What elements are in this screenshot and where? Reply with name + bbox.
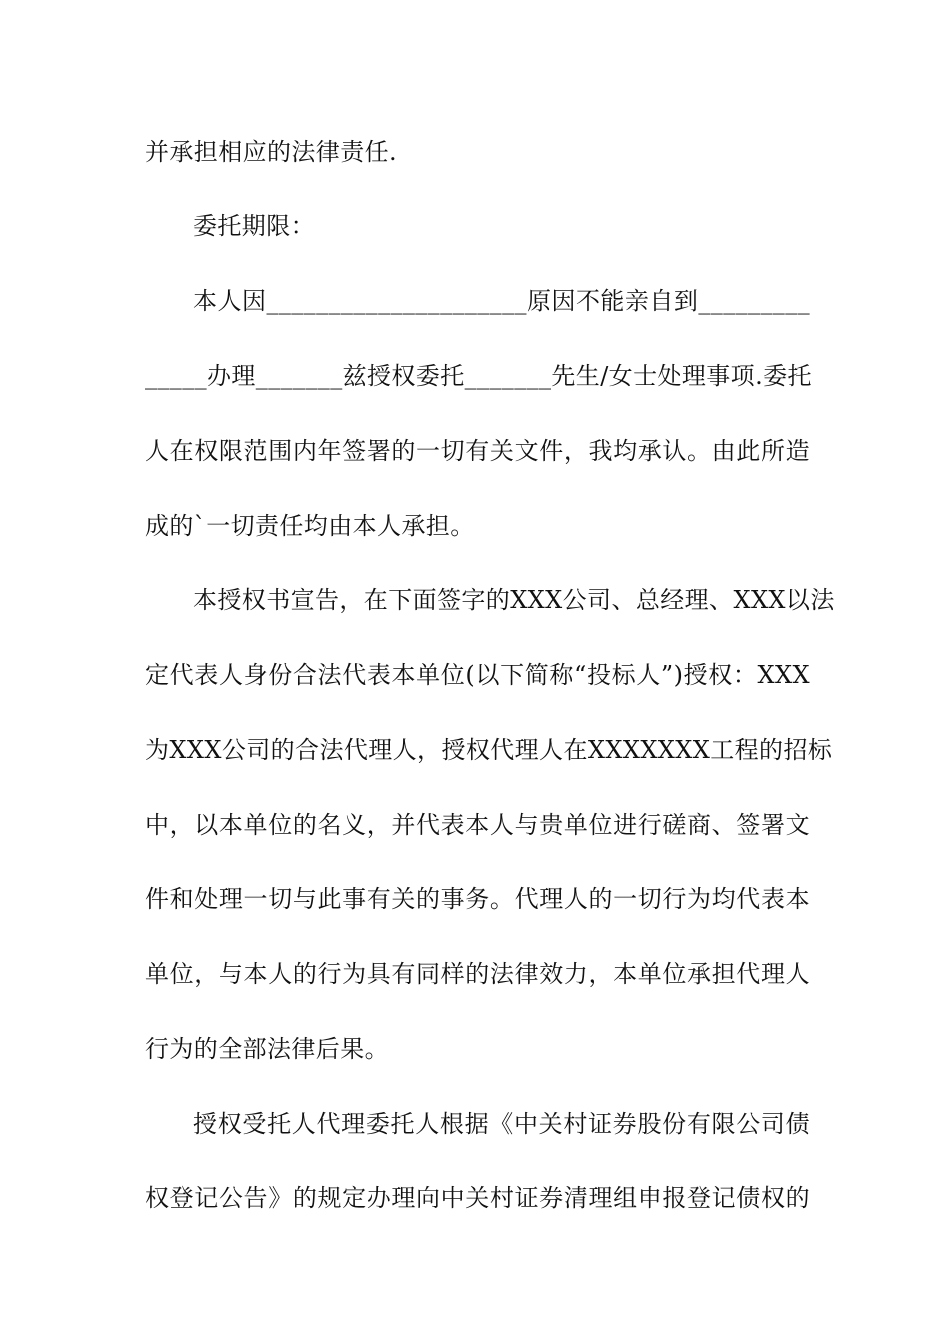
- text-line-1: 并承担相应的法律责任.: [145, 138, 398, 166]
- text-line-2: 委托期限：: [193, 212, 315, 240]
- text-line-13: 行为的全部法律后果。: [145, 1035, 389, 1063]
- text-line-11: 件和处理一切与此事有关的事务。代理人的一切行为均代表本: [145, 885, 810, 913]
- text-line-3: 本人因_____________________原因不能亲自到_________: [193, 287, 810, 315]
- text-line-10: 中，以本单位的名义，并代表本人与贵单位进行磋商、签署文: [145, 811, 810, 839]
- text-line-5: 人在权限范围内年签署的一切有关文件，我均承认。由此所造: [145, 437, 810, 465]
- text-line-6: 成的`一切责任均由本人承担。: [145, 512, 475, 540]
- text-line-15: 权登记公告》的规定办理向中关村证券清理组申报登记债权的: [145, 1184, 810, 1212]
- text-line-4: _____办理_______兹授权委托_______先生/女士处理事项.委托: [145, 362, 812, 390]
- text-line-14: 授权受托人代理委托人根据《中关村证券股份有限公司债: [193, 1110, 810, 1138]
- text-line-12: 单位，与本人的行为具有同样的法律效力，本单位承担代理人: [145, 960, 810, 988]
- text-line-8: 定代表人身份合法代表本单位(以下简称“投标人”)授权：XXX: [145, 661, 810, 689]
- text-line-9: 为XXX公司的合法代理人，授权代理人在XXXXXXX工程的招标: [145, 736, 833, 764]
- text-line-7: 本授权书宣告，在下面签字的XXX公司、总经理、XXX以法: [193, 586, 835, 614]
